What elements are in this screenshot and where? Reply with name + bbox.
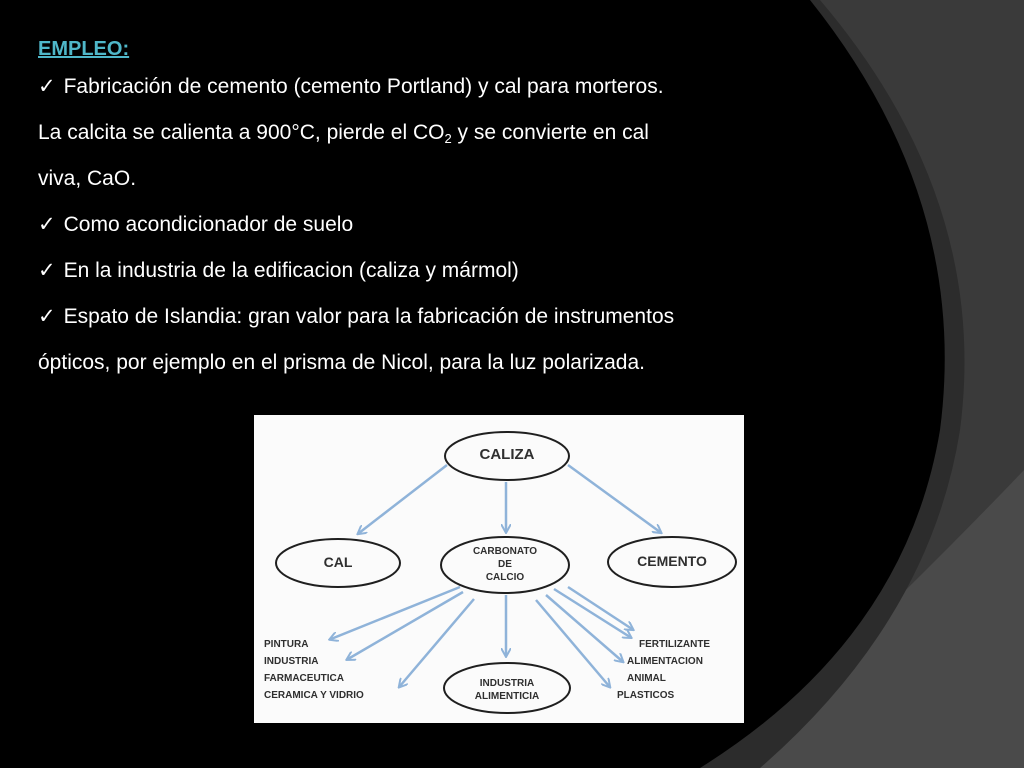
carbonato-line: CALCIO <box>485 572 525 583</box>
bullet-cemento <box>38 64 838 110</box>
bullet-text: Espato de Islandia: gran valor para la fabricación de instrumentos <box>63 305 675 328</box>
check-icon: ✓ <box>38 305 56 328</box>
use-item: CERAMICA Y VIDRIO <box>264 690 364 701</box>
check-icon: ✓ <box>38 75 56 98</box>
slide-title: EMPLEO: <box>38 38 130 60</box>
cemento-label: CEMENTO <box>637 553 707 569</box>
bullet-text: Fabricación de cemento (cemento Portland) y cal para morteros. <box>63 75 664 98</box>
use-item: INDUSTRIA <box>264 656 319 667</box>
industria-label <box>454 677 560 703</box>
paragraph-cal-viva: viva, CaO. <box>38 167 137 190</box>
right-uses-list <box>617 636 710 704</box>
slide-content <box>38 34 838 386</box>
caliza-label: CALIZA <box>479 446 535 463</box>
use-item: PLASTICOS <box>617 690 675 701</box>
bullet-text: Como acondicionador de suelo <box>63 213 354 236</box>
use-item: ANIMAL <box>627 673 666 684</box>
bullet-suelo <box>38 202 838 248</box>
bullet-espato-cont: ópticos, por ejemplo en el prisma de Nicol, para la luz polarizada. <box>38 351 645 374</box>
paragraph-text: y se convierte en cal <box>451 121 649 144</box>
arrow-to-plasticos <box>536 600 609 686</box>
bullet-text: En la industria de la edificacion (caliza y mármol) <box>63 259 519 282</box>
caliza-diagram <box>254 415 744 723</box>
carbonato-label <box>452 545 558 584</box>
arrow-caliza-cemento <box>568 465 660 532</box>
arrow-caliza-cal <box>359 465 447 533</box>
left-uses-list <box>264 636 364 704</box>
carbonato-line: DE <box>498 559 512 570</box>
paragraph-text: La calcita se calienta a 900°C, pierde el CO <box>38 121 445 144</box>
use-item: PINTURA <box>264 639 309 650</box>
subscript: 2 <box>444 131 452 146</box>
arrow-to-ceramica <box>400 599 474 686</box>
industria-line: ALIMENTICIA <box>474 691 540 702</box>
cal-label: CAL <box>323 554 353 570</box>
industria-line: INDUSTRIA <box>479 678 535 689</box>
paragraph-calcita <box>38 110 838 156</box>
use-item: FARMACEUTICA <box>264 673 344 684</box>
bullet-edificacion <box>38 248 838 294</box>
check-icon: ✓ <box>38 259 56 282</box>
check-icon: ✓ <box>38 213 56 236</box>
carbonato-line: CARBONATO <box>472 546 538 557</box>
arrow-to-alimentacion <box>546 595 622 661</box>
use-item: FERTILIZANTE <box>639 639 711 650</box>
use-item: ALIMENTACION <box>627 656 703 667</box>
bullet-espato <box>38 294 838 340</box>
